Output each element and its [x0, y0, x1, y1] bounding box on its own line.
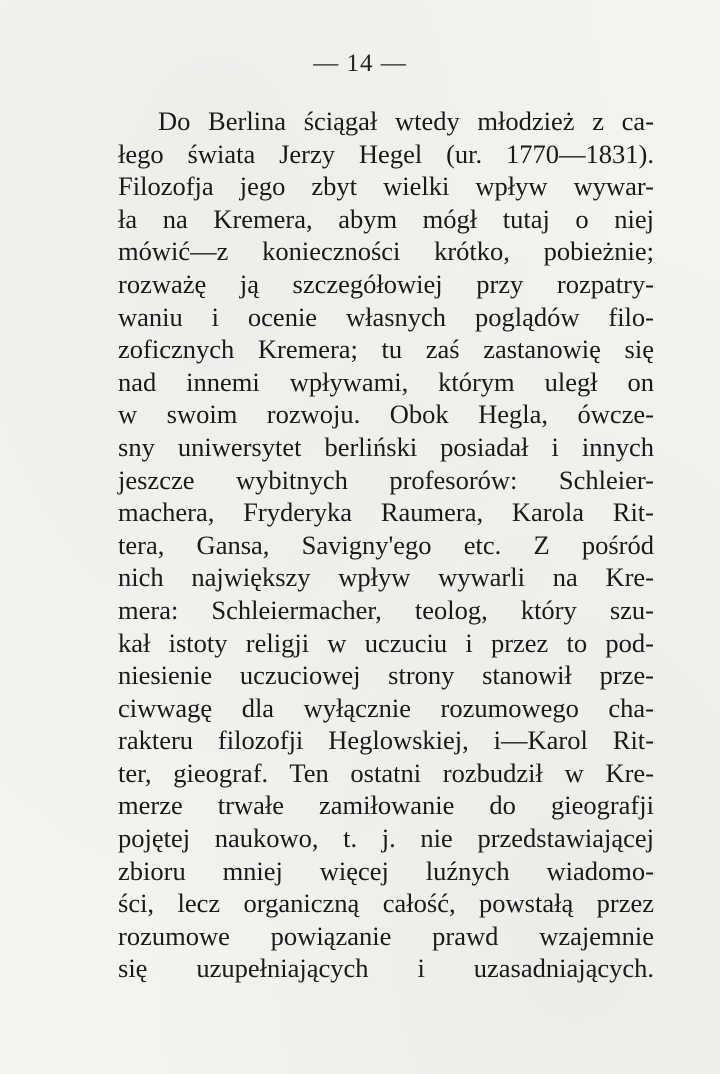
text-line: łego świata Jerzy Hegel (ur. 1770—1831). [118, 138, 654, 169]
page-number: — 14 — [313, 50, 407, 77]
text-line: zbioru mniej więcej luźnych wiadomo- [118, 855, 654, 886]
text-line: Do Berlina ściągał wtedy młodzież z ca- [158, 106, 654, 136]
text-line: rozumowe powiązanie prawd wzajemnie [118, 920, 654, 951]
text-line: nich największy wpływ wywarli na Kre- [118, 562, 654, 593]
text-line: ści, lecz organiczną całość, powstałą przez [118, 888, 654, 919]
text-line: ter, gieograf. Ten ostatni rozbudził w Kre- [118, 757, 654, 788]
text-line: tera, Gansa, Savigny'ego etc. Z pośród [118, 529, 654, 560]
text-line: waniu i ocenie własnych poglądów filo- [118, 301, 654, 332]
text-line: ła na Kremera, abym mógł tutaj o niej [118, 203, 654, 234]
text-line: pojętej naukowo, t. j. nie przedstawiającej [118, 823, 654, 854]
body-text [118, 105, 654, 985]
text-line: machera, Fryderyka Raumera, Karola Rit- [118, 497, 654, 528]
text-line: rakteru filozofji Heglowskiej, i—Karol Rit- [118, 725, 654, 756]
text-line: nad innemi wpływami, którym uległ on [118, 366, 654, 397]
text-line: mówić—z konieczności krótko, pobieżnie; [118, 236, 654, 267]
text-line: rozważę ją szczegółowiej przy rozpatry- [118, 268, 654, 299]
text-line: merze trwałe zamiłowanie do gieografji [118, 790, 654, 821]
text-line: sny uniwersytet berliński posiadał i innych [118, 431, 654, 462]
text-line: kał istoty religji w uczuciu i przez to pod- [118, 627, 654, 658]
text-line: się uzupełniających i uzasadniających. [118, 953, 654, 984]
text-line: niesienie uczuciowej strony stanowił prze- [118, 660, 654, 691]
text-line: jeszcze wybitnych profesorów: Schleier- [118, 464, 654, 495]
text-line: Filozofja jego zbyt wielki wpływ wywar- [118, 171, 654, 202]
text-line: w swoim rozwoju. Obok Hegla, ówcze- [118, 399, 654, 430]
text-line: zoficznych Kremera; tu zaś zastanowię się [118, 334, 654, 365]
text-line: ciwwagę dla wyłącznie rozumowego cha- [118, 692, 654, 723]
text-line: mera: Schleiermacher, teolog, który szu- [118, 594, 654, 625]
